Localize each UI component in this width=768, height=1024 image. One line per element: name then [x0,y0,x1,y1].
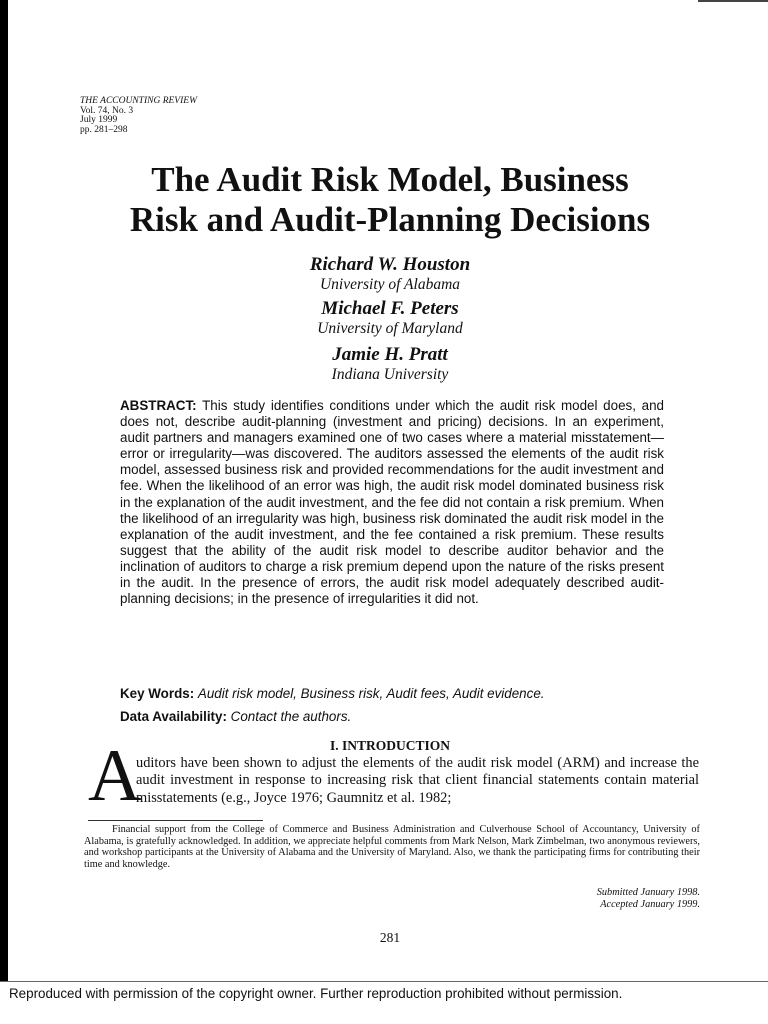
paper-title [60,160,720,240]
journal-pages: pp. 281–298 [80,124,128,135]
abstract [120,398,664,607]
data-availability-value: Contact the authors. [230,709,352,724]
accepted-date: Accepted January 1999. [600,898,700,910]
author-name: Michael F. Peters [321,298,459,319]
author-name: Richard W. Houston [309,254,471,275]
keywords [120,686,680,702]
page-number: 281 [379,930,401,945]
abstract-label: ABSTRACT: [120,398,197,413]
author-affiliation: University of Maryland [317,320,463,337]
author-affiliation: University of Alabama [319,276,461,293]
author-name: Jamie H. Pratt [332,344,448,365]
paper-title-line-2: Risk and Audit-Planning Decisions [129,200,651,239]
journal-date: July 1999 [80,115,118,125]
section-heading: I. INTRODUCTION [329,738,451,753]
drop-cap: A [88,735,142,817]
scan-top-rule [698,0,768,2]
footnote: Financial support from the College of Commerce and Business Administration and Culverhouse School of Accountancy, University of Alabama, is gratefully acknowledged. In addition, we appreciate helpful comments from Mark Nelson, Mark Zimbelman, two anonymous reviewers, and workshop participants at the University of Alabama and the University of Maryland. Also, we thank the participating firms for contributing their time and knowledge. [84,824,700,870]
scan-bottom-rule [0,981,768,982]
journal-volume: Vol. 74, No. 3 [80,105,134,116]
submission-dates [450,887,700,910]
paper-title-line-1: The Audit Risk Model, Business [151,160,629,199]
journal-name: THE ACCOUNTING REVIEW [80,96,197,106]
keywords-label: Key Words: [120,686,195,701]
keywords-value: Audit risk model, Business risk, Audit fees, Audit evidence. [197,686,545,701]
abstract-text: This study identifies conditions under which the audit risk model does, and does not, describe audit-planning (investment and pricing) decisions. In an experiment, audit partners and managers examined one of two cases where a material misstatement—error or irregularity—was discovered. The auditors assessed the elements of the audit risk model, assessed business risk and provided recommendations for the audit investment and fee. When the likelihood of an error was high, the audit risk model dominated business risk in the explanation of the audit investment, and the fee did not contain a risk premium. When the likelihood of an irregularity was high, business risk dominated the audit risk model in the explanation of the audit investment, and the fee contained a risk premium. These results suggest that the ability of the audit risk model to describe auditor behavior and the inclination of auditors to charge a risk premium depend upon the nature of the risks present in the audit. In the presence of errors, the audit risk model adequately described audit-planning decisions; in the presence of irregularities it did not. [120,398,664,607]
introduction-text: uditors have been shown to adjust the elements of the audit risk model (ARM) and increase the audit investment in response to increasing risk that client financial statements contain material misstatements (e.g., Joyce 1976; Gaumnitz et al. 1982; [136,755,699,806]
submitted-date: Submitted January 1998. [596,887,700,898]
permission-notice: Reproduced with permission of the copyright owner. Further reproduction prohibited without permission. [9,986,623,1001]
author-affiliation: Indiana University [331,366,449,383]
data-availability-label: Data Availability: [120,709,227,724]
data-availability [120,709,680,725]
footnote-divider [88,820,263,821]
journal-info [80,97,197,135]
scan-edge-bar [0,0,8,982]
